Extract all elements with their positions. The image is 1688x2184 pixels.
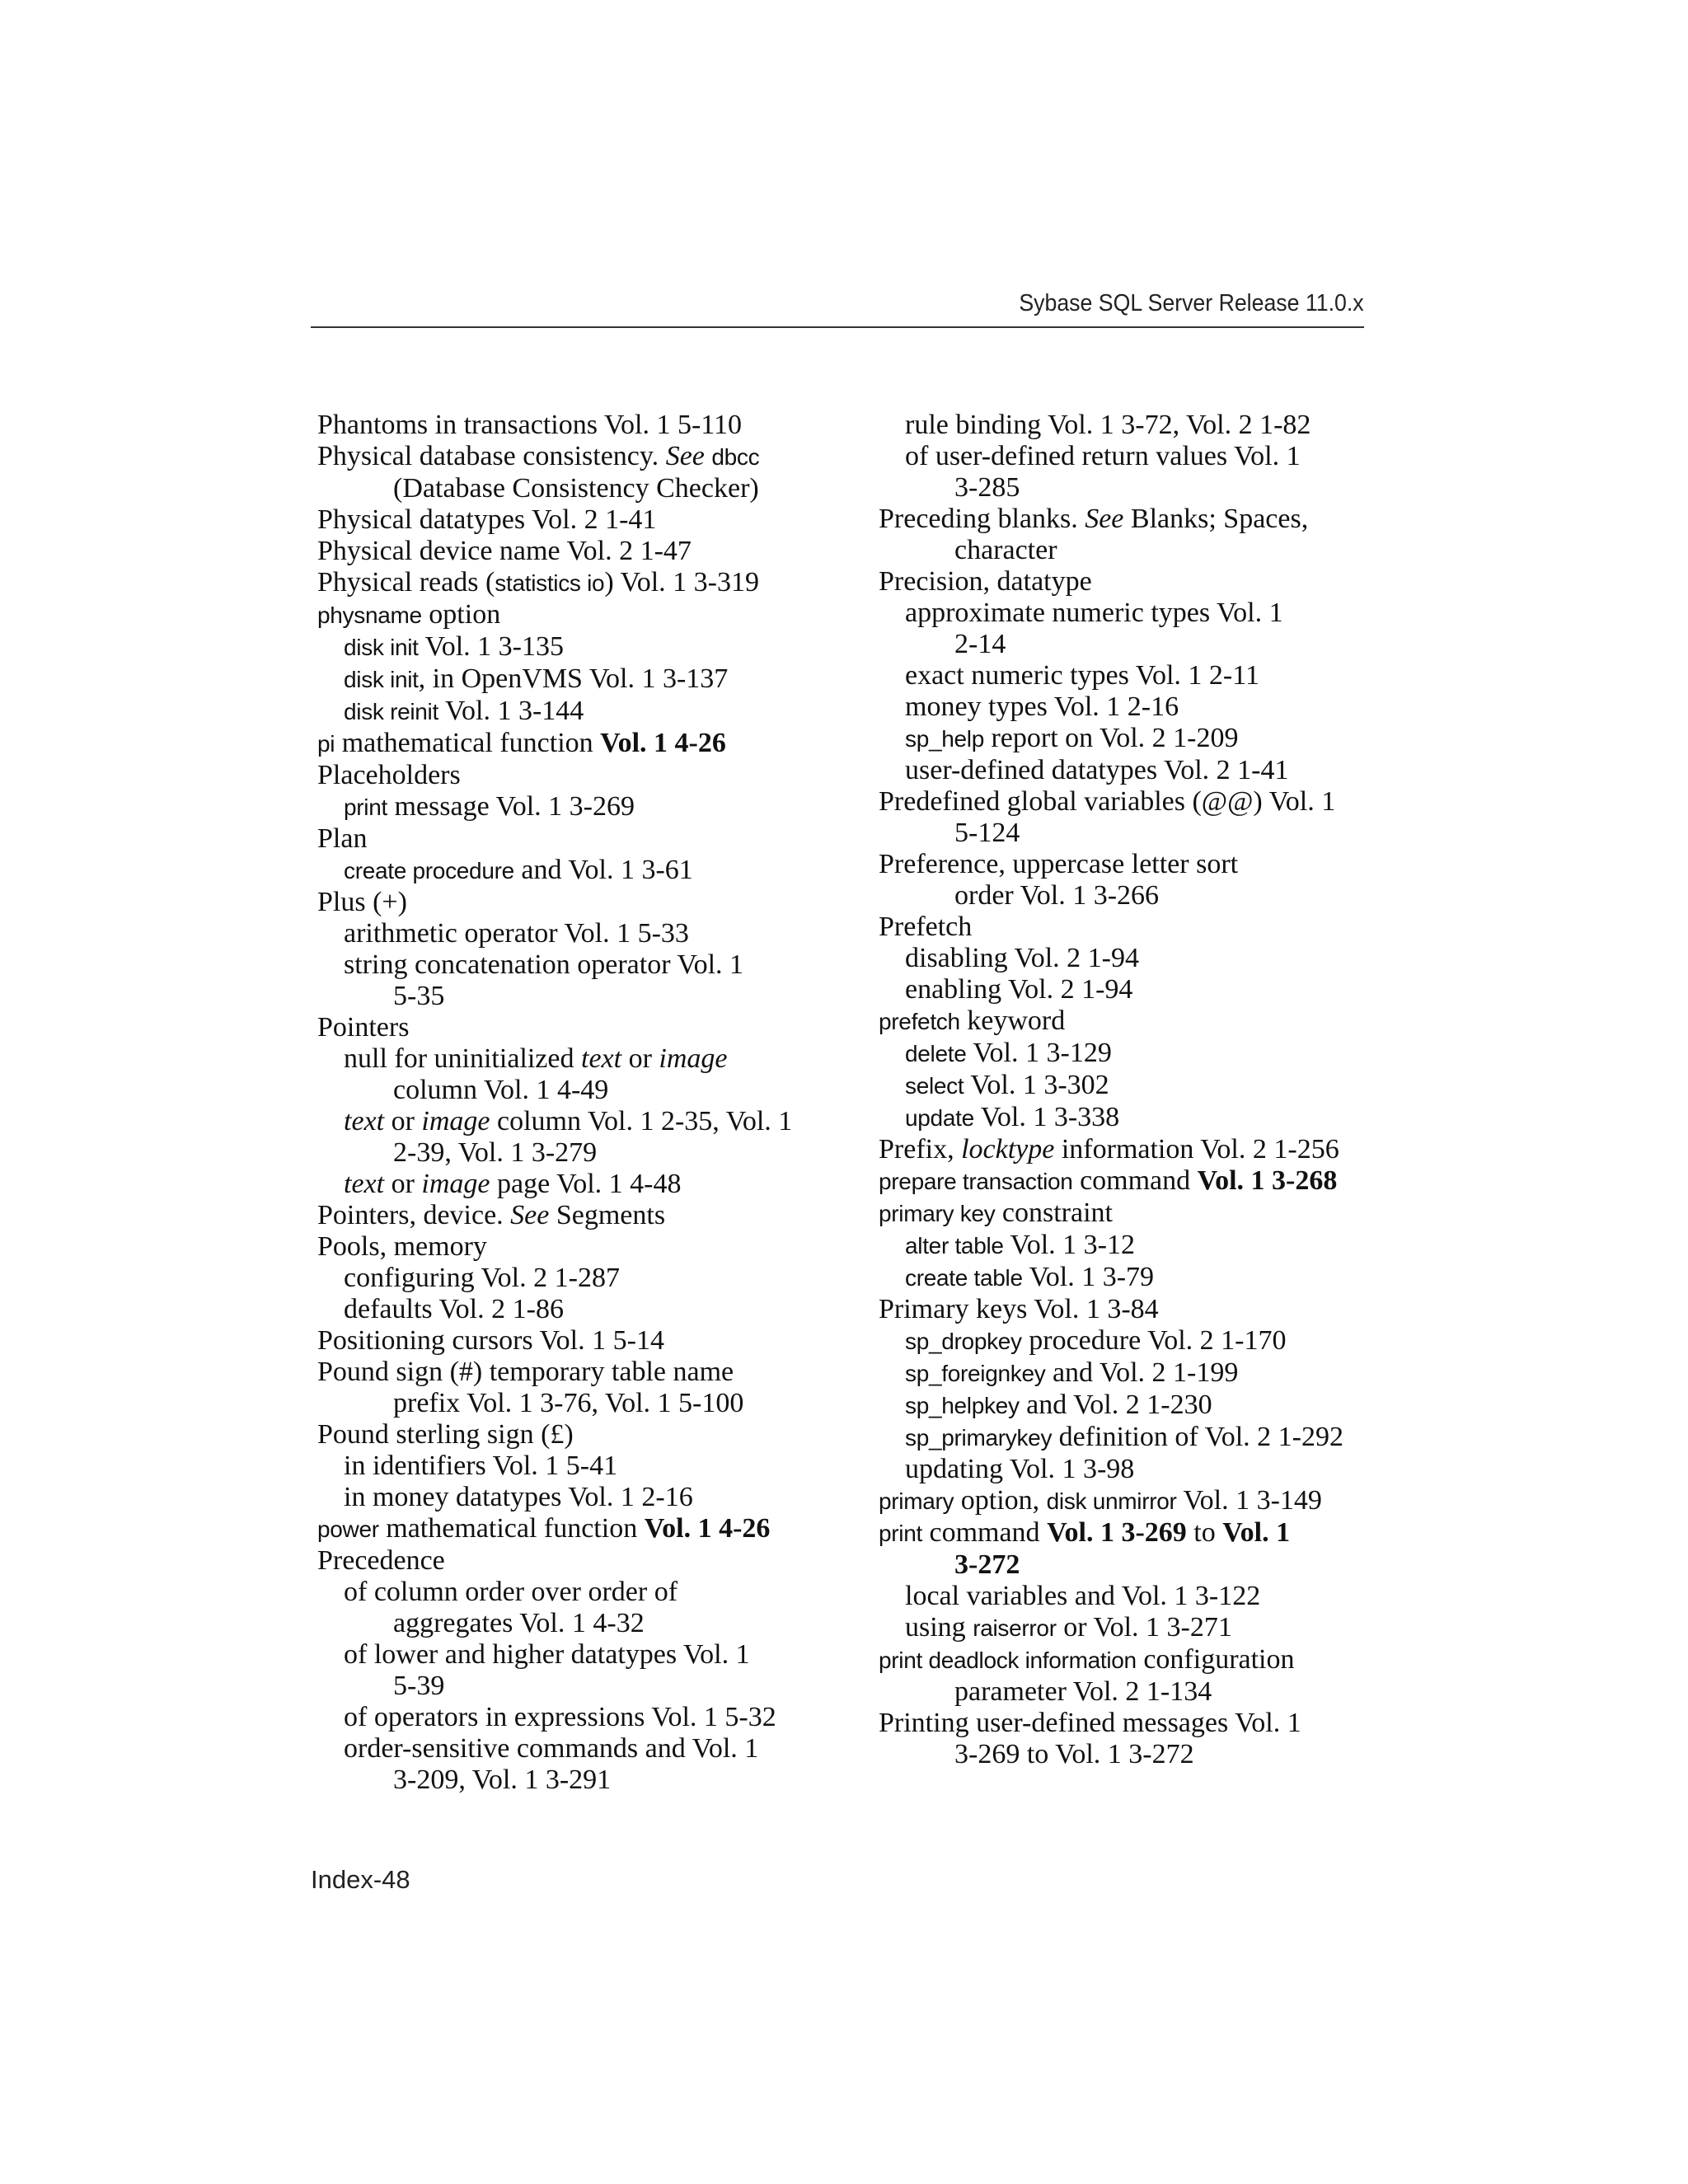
index-entry-sub <box>879 1262 1373 1294</box>
index-entry-text: print <box>879 1521 922 1546</box>
index-entry-main <box>879 912 1373 943</box>
index-entry-sub <box>317 1169 812 1200</box>
index-entry-cont <box>879 1549 1373 1581</box>
index-entry-text: or Vol. 1 3-271 <box>1056 1612 1232 1643</box>
index-entry-text: image <box>421 1169 490 1199</box>
index-entry-text: dbcc <box>711 444 760 470</box>
index-entry-text: print deadlock information <box>879 1647 1137 1673</box>
index-entry-text: sp_helpkey <box>905 1393 1020 1418</box>
index-entry-sub <box>879 1102 1373 1134</box>
index-entry-text: constraint <box>995 1197 1113 1228</box>
index-entry-main <box>879 504 1373 535</box>
index-entry-main <box>879 1005 1373 1038</box>
index-entry-sub <box>317 696 812 728</box>
index-entry-text: raiserror <box>973 1615 1057 1641</box>
index-entry-cont <box>317 981 812 1012</box>
index-column-left <box>317 410 812 1796</box>
index-entry-text: Vol. 1 3-135 <box>418 631 564 662</box>
index-entry-text: of column order over order of <box>344 1577 678 1607</box>
index-entry-cont <box>317 1765 812 1796</box>
index-entry-text: See <box>665 441 705 471</box>
index-entry-text: (Database Consistency Checker) <box>393 473 759 504</box>
index-entry-sub <box>879 441 1373 472</box>
index-entry-main <box>317 1545 812 1577</box>
index-entry-text: See <box>510 1200 550 1230</box>
index-entry-sub <box>317 855 812 887</box>
index-entry-main <box>879 1485 1373 1517</box>
index-entry-sub <box>317 663 812 696</box>
index-entry-sub <box>317 791 812 823</box>
index-entry-text: Prefetch <box>879 912 973 942</box>
index-entry-text: Prefix, <box>879 1134 962 1165</box>
index-entry-sub <box>317 1451 812 1482</box>
index-entry-text: command <box>921 1517 1048 1548</box>
index-entry-text: Vol. 1 3-12 <box>1003 1230 1135 1260</box>
index-entry-main <box>879 849 1373 880</box>
index-entry-text: of lower and higher datatypes Vol. 1 <box>344 1639 750 1670</box>
index-entry-main <box>879 1294 1373 1325</box>
index-entry-text: in money datatypes Vol. 1 2-16 <box>344 1482 693 1512</box>
index-entry-text: local variables and Vol. 1 3-122 <box>905 1581 1261 1611</box>
index-entry-sub <box>317 1733 812 1765</box>
index-entry-text: updating Vol. 1 3-98 <box>905 1454 1135 1484</box>
index-entry-text: enabling Vol. 2 1-94 <box>905 974 1133 1005</box>
index-entry-text: defaults Vol. 2 1-86 <box>344 1294 564 1324</box>
index-entry-cont <box>317 1388 812 1419</box>
index-entry-text: mathematical function <box>335 728 601 758</box>
index-entry-text: and Vol. 2 1-230 <box>1019 1390 1212 1420</box>
index-entry-main <box>317 599 812 631</box>
index-entry-text: Vol. 1 3-268 <box>1197 1165 1338 1196</box>
index-entry-text: ) Vol. 1 3-319 <box>604 567 759 598</box>
index-entry-text: create procedure <box>344 858 514 883</box>
index-entry-main <box>317 728 812 760</box>
index-entry-text: primary key <box>879 1201 996 1226</box>
index-entry-sub <box>879 1422 1373 1454</box>
index-entry-text: keyword <box>959 1005 1066 1036</box>
index-entry-main <box>879 566 1373 598</box>
index-entry-cont <box>879 880 1373 912</box>
index-entry-text: definition of Vol. 2 1-292 <box>1052 1422 1344 1452</box>
index-entry-text: 3-285 <box>954 472 1020 503</box>
index-entry-main <box>317 823 812 855</box>
index-entry-text: Vol. 1 <box>1222 1517 1291 1548</box>
index-entry-text: sp_primarykey <box>905 1425 1053 1451</box>
index-entry-sub <box>879 660 1373 691</box>
index-entry-cont <box>879 629 1373 660</box>
index-entry-sub <box>879 974 1373 1005</box>
index-entry-text: create table <box>905 1265 1023 1291</box>
index-entry-text: 3-209, Vol. 1 3-291 <box>393 1765 612 1795</box>
index-entry-text: Vol. 1 4-26 <box>600 728 726 758</box>
index-entry-sub <box>879 1454 1373 1485</box>
index-entry-text: Pointers <box>317 1012 410 1043</box>
index-entry-text: Segments <box>549 1200 666 1230</box>
index-entry-main <box>879 1165 1373 1197</box>
index-entry-text: primary <box>879 1488 954 1514</box>
index-entry-text: Physical database consistency. <box>317 441 666 471</box>
index-entry-text: 5-124 <box>954 818 1020 848</box>
index-entry-text: and Vol. 2 1-199 <box>1045 1357 1239 1388</box>
index-entry-main <box>317 504 812 536</box>
index-entry-text: Pools, memory <box>317 1231 487 1262</box>
index-entry-text: update <box>905 1105 974 1131</box>
index-entry-sub <box>879 410 1373 441</box>
index-entry-text: using <box>905 1612 973 1643</box>
index-entry-text: sp_foreignkey <box>905 1361 1046 1386</box>
index-entry-text: disk init <box>344 667 419 692</box>
index-entry-sub <box>317 1639 812 1671</box>
index-entry-text: Predefined global variables (@@) Vol. 1 <box>879 786 1336 817</box>
index-entry-main <box>317 1231 812 1263</box>
index-entry-text: parameter Vol. 2 1-134 <box>954 1676 1212 1707</box>
index-entry-text: See <box>1085 504 1124 534</box>
index-entry-text: 5-39 <box>393 1671 445 1701</box>
index-entry-text: pi <box>317 731 335 757</box>
index-entry-text: message Vol. 1 3-269 <box>387 791 635 822</box>
index-entry-main <box>317 1012 812 1043</box>
index-entry-text: select <box>905 1073 964 1099</box>
index-entry-text: Pointers, device. <box>317 1200 511 1230</box>
index-entry-sub <box>879 755 1373 786</box>
index-entry-text: disk unmirror <box>1046 1488 1177 1514</box>
index-entry-sub <box>317 1106 812 1137</box>
index-entry-text: Placeholders <box>317 760 461 790</box>
index-entry-sub <box>879 723 1373 755</box>
index-entry-text: money types Vol. 1 2-16 <box>905 691 1179 722</box>
index-entry-text: of user-defined return values Vol. 1 <box>905 441 1301 471</box>
index-entry-text: physname <box>317 602 422 628</box>
index-entry-cont <box>317 1671 812 1702</box>
index-entry-text: text <box>344 1169 385 1199</box>
index-entry-text: , in OpenVMS Vol. 1 3-137 <box>418 663 729 694</box>
index-entry-main <box>317 760 812 791</box>
index-entry-text: Physical datatypes Vol. 2 1-41 <box>317 504 657 535</box>
index-entry-cont <box>879 472 1373 504</box>
index-entry-text: 3-269 to Vol. 1 3-272 <box>954 1739 1194 1769</box>
index-entry-text: or <box>384 1106 422 1137</box>
index-entry-text: order-sensitive commands and Vol. 1 <box>344 1733 759 1764</box>
index-entry-text: arithmetic operator Vol. 1 5-33 <box>344 918 689 949</box>
index-entry-text: Vol. 1 3-144 <box>438 696 584 726</box>
index-entry-sub <box>317 1577 812 1608</box>
index-entry-text: 2-39, Vol. 1 3-279 <box>393 1137 598 1168</box>
index-entry-sub <box>879 1357 1373 1390</box>
index-entry-main <box>317 1419 812 1451</box>
index-entry-cont <box>317 1137 812 1169</box>
index-entry-main <box>317 887 812 918</box>
index-entry-text: procedure Vol. 2 1-170 <box>1021 1325 1287 1356</box>
index-entry-text: sp_help <box>905 726 984 752</box>
index-entry-text: command <box>1072 1165 1198 1196</box>
index-entry-text: Phantoms in transactions Vol. 1 5-110 <box>317 410 743 440</box>
index-entry-main <box>317 1513 812 1545</box>
index-entry-text: user-defined datatypes Vol. 2 1-41 <box>905 755 1289 785</box>
index-entry-text: image <box>659 1043 728 1074</box>
index-entry-text: prefix Vol. 1 3-76, Vol. 1 5-100 <box>393 1388 744 1418</box>
index-entry-cont <box>879 535 1373 566</box>
index-entry-text: Vol. 1 3-149 <box>1176 1485 1322 1516</box>
index-entry-text: Vol. 1 3-129 <box>966 1038 1112 1068</box>
index-entry-main <box>317 536 812 567</box>
index-entry-text: Physical device name Vol. 2 1-47 <box>317 536 692 566</box>
index-entry-sub <box>879 1390 1373 1422</box>
index-entry-cont <box>317 1608 812 1639</box>
index-entry-text: exact numeric types Vol. 1 2-11 <box>905 660 1259 691</box>
index-entry-text: sp_dropkey <box>905 1329 1022 1354</box>
index-entry-text: Printing user-defined messages Vol. 1 <box>879 1708 1301 1738</box>
index-entry-cont <box>879 818 1373 849</box>
index-entry-sub <box>317 949 812 981</box>
index-entry-main <box>317 1357 812 1388</box>
index-entry-text: Positioning cursors Vol. 1 5-14 <box>317 1325 664 1356</box>
index-entry-text: in identifiers Vol. 1 5-41 <box>344 1451 618 1481</box>
index-entry-main <box>317 1200 812 1231</box>
index-entry-text: Preceding blanks. <box>879 504 1085 534</box>
index-column-right <box>879 410 1373 1770</box>
index-entry-text: Preference, uppercase letter sort <box>879 849 1239 879</box>
index-entry-cont <box>317 1075 812 1106</box>
index-entry-text: Precedence <box>317 1545 445 1576</box>
index-entry-text: Blanks; Spaces, <box>1123 504 1309 534</box>
index-entry-cont <box>317 473 812 504</box>
index-entry-main <box>879 786 1373 818</box>
index-entry-text: and Vol. 1 3-61 <box>513 855 693 885</box>
index-entry-text: to <box>1186 1517 1223 1548</box>
index-entry-text: print <box>344 794 387 820</box>
index-entry-text: Vol. 1 3-269 <box>1047 1517 1187 1548</box>
index-entry-main <box>317 1325 812 1357</box>
index-entry-sub <box>879 1612 1373 1644</box>
index-entry-text: alter table <box>905 1233 1004 1258</box>
index-entry-text: disk init <box>344 635 419 660</box>
index-entry-text: configuration <box>1136 1644 1295 1675</box>
index-entry-text: of operators in expressions Vol. 1 5-32 <box>344 1702 776 1732</box>
index-entry-sub <box>879 943 1373 974</box>
header-rule <box>311 326 1364 328</box>
index-entry-text: text <box>581 1043 622 1074</box>
index-entry-text: delete <box>905 1041 967 1066</box>
index-entry-sub <box>317 1702 812 1733</box>
index-entry-main <box>317 441 812 473</box>
index-entry-sub <box>317 1294 812 1325</box>
index-entry-text: order Vol. 1 3-266 <box>954 880 1160 911</box>
running-header: Sybase SQL Server Release 11.0.x <box>1019 290 1364 316</box>
index-entry-main <box>879 1134 1373 1165</box>
index-entry-text: locktype <box>961 1134 1055 1165</box>
index-entry-text: mathematical function <box>378 1513 645 1544</box>
index-entry-sub <box>879 1070 1373 1102</box>
index-entry-text: Pound sign (#) temporary table name <box>317 1357 734 1387</box>
index-entry-sub <box>317 918 812 949</box>
index-entry-text: information Vol. 2 1-256 <box>1054 1134 1339 1165</box>
index-entry-text: Vol. 1 3-302 <box>964 1070 1109 1100</box>
index-entry-text: Plan <box>317 823 368 854</box>
index-entry-text: power <box>317 1516 379 1542</box>
index-entry-text: Physical reads ( <box>317 567 495 598</box>
index-entry-text: statistics io <box>495 570 605 596</box>
index-entry-text: string concatenation operator Vol. 1 <box>344 949 744 980</box>
index-entry-text: disabling Vol. 2 1-94 <box>905 943 1139 973</box>
index-entry-sub <box>879 1581 1373 1612</box>
index-entry-sub <box>879 1325 1373 1357</box>
index-entry-sub <box>879 1038 1373 1070</box>
index-entry-sub <box>317 1043 812 1075</box>
index-entry-text: character <box>954 535 1057 565</box>
index-entry-main <box>879 1517 1373 1549</box>
index-entry-text: rule binding Vol. 1 3-72, Vol. 2 1-82 <box>905 410 1311 440</box>
index-entry-text: prefetch <box>879 1009 960 1034</box>
index-entry-text: configuring Vol. 2 1-287 <box>344 1263 620 1293</box>
index-entry-main <box>317 567 812 599</box>
index-entry-text: Plus (+) <box>317 887 407 917</box>
index-entry-sub <box>879 691 1373 723</box>
index-entry-main <box>879 1197 1373 1230</box>
index-entry-text: text <box>344 1106 385 1137</box>
index-entry-text: 3-272 <box>954 1549 1020 1580</box>
index-entry-text: null for uninitialized <box>344 1043 581 1074</box>
index-entry-main <box>317 410 812 441</box>
index-entry-cont <box>879 1739 1373 1770</box>
index-entry-sub <box>317 1263 812 1294</box>
index-entry-text: column Vol. 1 2-35, Vol. 1 <box>490 1106 793 1137</box>
index-entry-text: 2-14 <box>954 629 1006 659</box>
index-entry-sub <box>879 1230 1373 1262</box>
index-entry-sub <box>879 598 1373 629</box>
index-entry-text: or <box>621 1043 659 1074</box>
index-entry-text: 5-35 <box>393 981 445 1011</box>
index-entry-text: option, <box>954 1485 1047 1516</box>
index-entry-text: Vol. 1 3-79 <box>1022 1262 1155 1292</box>
index-entry-text: Primary keys Vol. 1 3-84 <box>879 1294 1159 1324</box>
index-entry-text: Pound sterling sign (£) <box>317 1419 574 1450</box>
index-entry-cont <box>879 1676 1373 1708</box>
index-entry-main <box>879 1708 1373 1739</box>
index-entry-sub <box>317 631 812 663</box>
index-entry-text: page Vol. 1 4-48 <box>490 1169 682 1199</box>
index-entry-text: column Vol. 1 4-49 <box>393 1075 609 1105</box>
index-entry-text: Precision, datatype <box>879 566 1092 597</box>
index-entry-text: Vol. 1 4-26 <box>644 1513 771 1544</box>
index-entry-text: aggregates Vol. 1 4-32 <box>393 1608 645 1638</box>
index-entry-text: prepare transaction <box>879 1169 1073 1194</box>
index-entry-text: image <box>421 1106 490 1137</box>
index-entry-text: Vol. 1 3-338 <box>973 1102 1120 1132</box>
index-entry-text: report on Vol. 2 1-209 <box>983 723 1239 753</box>
index-entry-text: approximate numeric types Vol. 1 <box>905 598 1283 628</box>
page-number: Index-48 <box>311 1865 410 1894</box>
index-entry-text: or <box>384 1169 422 1199</box>
index-entry-text: option <box>421 599 501 630</box>
index-entry-text: disk reinit <box>344 699 438 724</box>
index-entry-main <box>879 1644 1373 1676</box>
index-entry-sub <box>317 1482 812 1513</box>
